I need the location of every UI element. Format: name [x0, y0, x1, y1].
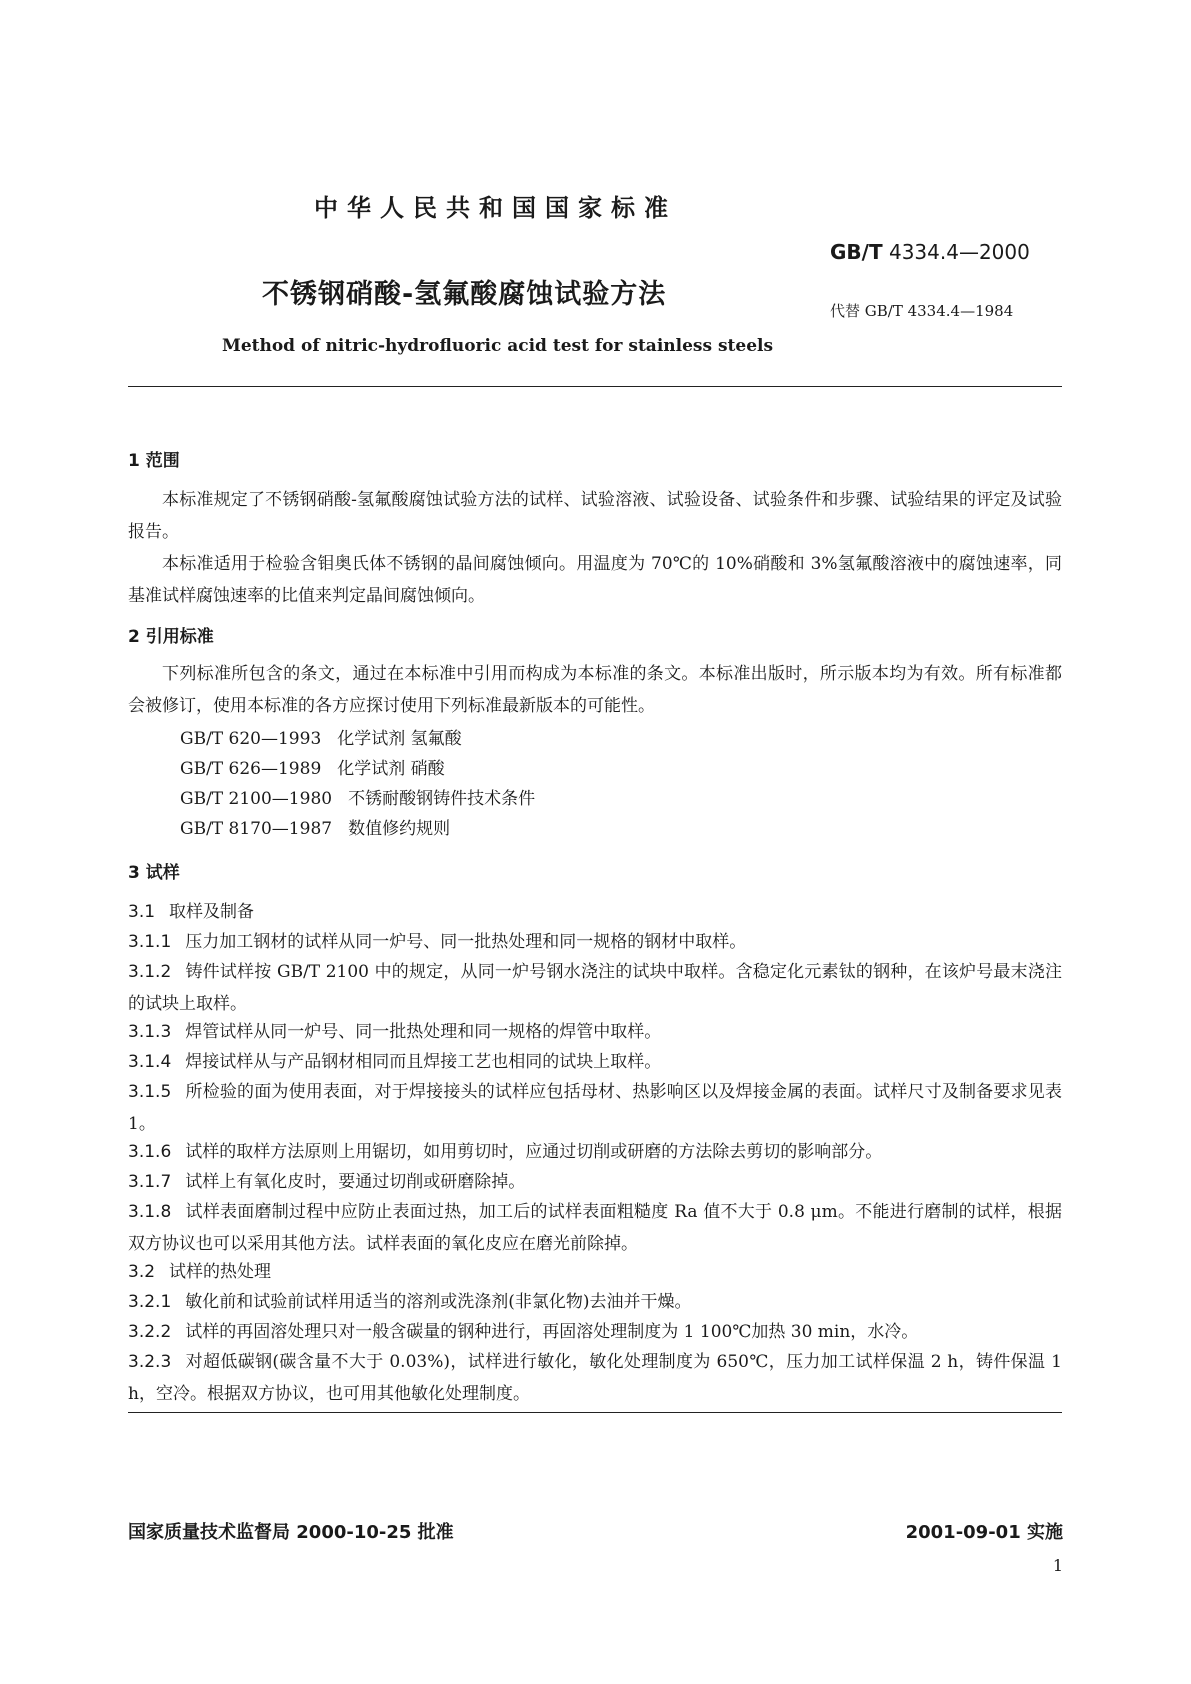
paragraph: 本标准适用于检验含钼奥氏体不锈钢的晶间腐蚀倾向。用温度为 70℃的 10%硝酸和 3%氢氟酸溶液中的腐蚀速率，同基准试样腐蚀速率的比值来判定晶间腐蚀倾向。 [128, 554, 1062, 606]
english-title: Method of nitric-hydrofluoric acid test for stainless steels [222, 336, 774, 356]
reference-code: GB/T 620—1993 [180, 729, 322, 749]
standard-number-value: 4334.4—2000 [888, 240, 1030, 264]
clause-3-2-2: 3.2.2 试样的再固溶处理只对一般含碳量的钢种进行，再固溶处理制度为 1 100℃加热 30 min，水冷。 [128, 1322, 919, 1342]
reference-item [180, 724, 462, 749]
implementation-date: 2001-09-01 实施 [905, 1522, 1063, 1543]
replaces-standard: 代替 GB/T 4334.4—1984 [830, 302, 1014, 320]
clause-3-1-1: 3.1.1 压力加工钢材的试样从同一炉号、同一批热处理和同一规格的钢材中取样。 [128, 932, 747, 952]
approval-statement: 国家质量技术监督局 2000-10-25 批准 [128, 1522, 454, 1543]
clause-3-2: 3.2 试样的热处理 [128, 1262, 272, 1282]
clause-3-2-1: 3.2.1 敏化前和试验前试样用适当的溶剂或洗涤剂(非氯化物)去油并干燥。 [128, 1292, 692, 1312]
clause-3-1-2: 3.1.2 铸件试样按 GB/T 2100 中的规定，从同一炉号钢水浇注的试块中取样。含稳定化元素钛的钢种，在该炉号最末浇注的试块上取样。 [128, 962, 1062, 1014]
document-title: 不锈钢硝酸-氢氟酸腐蚀试验方法 [262, 279, 667, 310]
clause-3-1-8: 3.1.8 试样表面磨制过程中应防止表面过热，加工后的试样表面粗糙度 Ra 值不大于 0.8 μm。不能进行磨制的试样，根据双方协议也可以采用其他方法。试样表面的氧化皮应在磨光前除掉。 [128, 1202, 1062, 1254]
standard-number-prefix: GB/T [830, 240, 883, 264]
reference-name: 化学试剂 硝酸 [337, 759, 445, 779]
section-heading-specimen: 3 试样 [128, 863, 180, 883]
clause-3-1-4: 3.1.4 焊接试样从与产品钢材相同而且焊接工艺也相同的试块上取样。 [128, 1052, 662, 1072]
reference-item [180, 784, 535, 809]
clause-3-1-5: 3.1.5 所检验的面为使用表面，对于焊接接头的试样应包括母材、热影响区以及焊接金属的表面。试样尺寸及制备要求见表 1。 [128, 1082, 1062, 1134]
clause-3-1: 3.1 取样及制备 [128, 902, 255, 922]
section-references-body [128, 658, 1062, 722]
reference-code: GB/T 8170—1987 [180, 819, 333, 839]
clause-3-1-3: 3.1.3 焊管试样从同一炉号、同一批热处理和同一规格的焊管中取样。 [128, 1022, 662, 1042]
reference-name: 化学试剂 氢氟酸 [337, 729, 462, 749]
section-heading-references: 2 引用标准 [128, 627, 214, 647]
reference-item [180, 754, 445, 779]
clause-3-2-3: 3.2.3 对超低碳钢(碳含量不大于 0.03%)，试样进行敏化，敏化处理制度为 650℃，压力加工试样保温 2 h，铸件保温 1 h，空冷。根据双方协议，也可用其他敏化处理制度。 [128, 1352, 1062, 1404]
clause-3-1-7: 3.1.7 试样上有氧化皮时，要通过切削或研磨除掉。 [128, 1172, 526, 1192]
national-standard-heading: 中华人民共和国国家标准 [314, 193, 677, 222]
footer-divider [128, 1412, 1062, 1413]
reference-code: GB/T 2100—1980 [180, 789, 333, 809]
header-divider [128, 386, 1062, 387]
reference-name: 数值修约规则 [348, 819, 451, 839]
reference-name: 不锈耐酸钢铸件技术条件 [348, 789, 536, 809]
standard-number [830, 240, 1030, 264]
clause-3-1-6: 3.1.6 试样的取样方法原则上用锯切，如用剪切时，应通过切削或研磨的方法除去剪切的影响部分。 [128, 1142, 883, 1162]
section-scope-body [128, 484, 1062, 612]
section-heading-scope: 1 范围 [128, 451, 180, 471]
reference-item [180, 814, 450, 839]
page-number: 1 [1052, 1556, 1063, 1575]
reference-code: GB/T 626—1989 [180, 759, 322, 779]
paragraph: 下列标准所包含的条文，通过在本标准中引用而构成为本标准的条文。本标准出版时，所示版本均为有效。所有标准都会被修订，使用本标准的各方应探讨使用下列标准最新版本的可能性。 [128, 664, 1062, 716]
paragraph: 本标准规定了不锈钢硝酸-氢氟酸腐蚀试验方法的试样、试验溶液、试验设备、试验条件和步骤、试验结果的评定及试验报告。 [128, 490, 1062, 542]
